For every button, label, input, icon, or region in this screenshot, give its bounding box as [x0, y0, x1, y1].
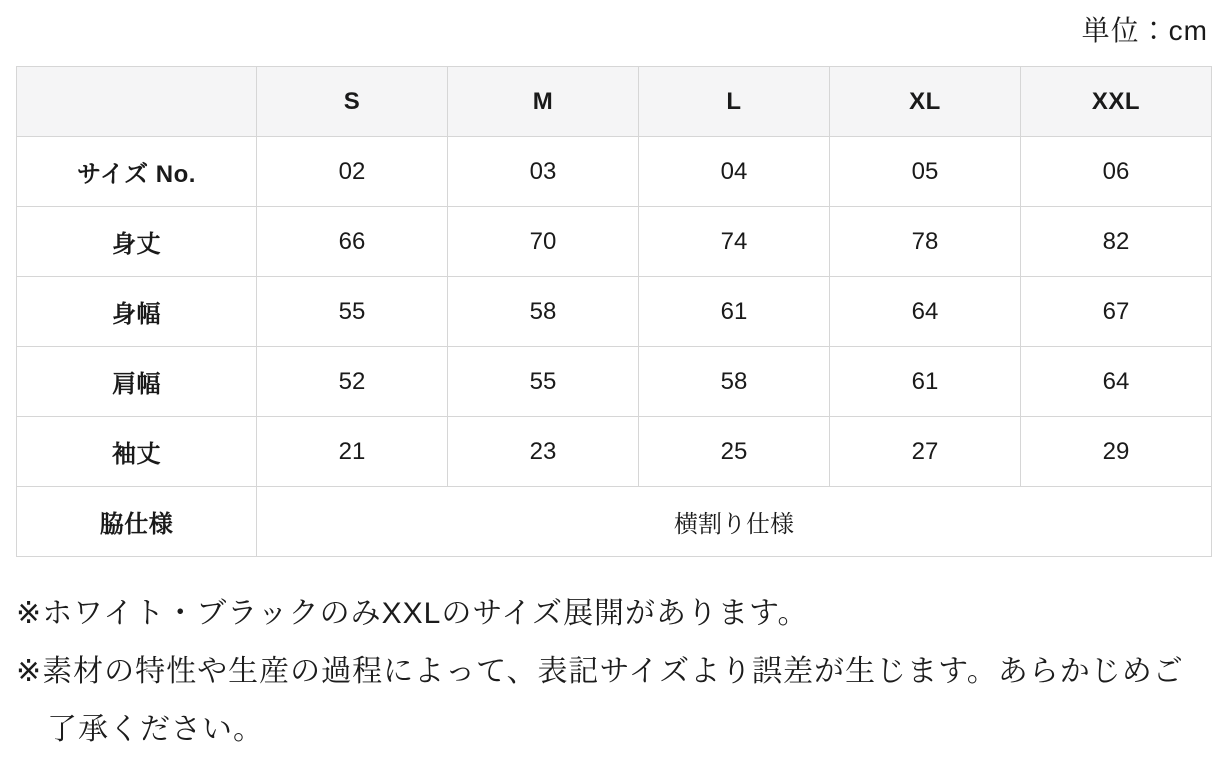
size-value: 61	[639, 277, 830, 347]
column-header-xl: XL	[830, 67, 1021, 137]
size-value: 64	[1021, 347, 1212, 417]
size-value: 55	[257, 277, 448, 347]
size-value: 74	[639, 207, 830, 277]
size-value: 64	[830, 277, 1021, 347]
size-value: 67	[1021, 277, 1212, 347]
size-value: 78	[830, 207, 1021, 277]
size-value: 55	[448, 347, 639, 417]
column-header-m: M	[448, 67, 639, 137]
row-label: 脇仕様	[17, 487, 257, 557]
size-value: 70	[448, 207, 639, 277]
size-value: 21	[257, 417, 448, 487]
row-label: サイズ No.	[17, 137, 257, 207]
size-value: 66	[257, 207, 448, 277]
size-value: 58	[448, 277, 639, 347]
table-row-body-width	[17, 277, 1212, 347]
size-value: 03	[448, 137, 639, 207]
size-value: 25	[639, 417, 830, 487]
footnote-size-tolerance: ※素材の特性や生産の過程によって、表記サイズより誤差が生じます。あらかじめご了承ください。	[16, 655, 1184, 746]
table-row-body-length	[17, 207, 1212, 277]
table-header-row	[17, 67, 1212, 137]
footnote-xxl-availability: ※ホワイト・ブラックのみXXLのサイズ展開があります。	[16, 597, 809, 630]
size-value: 58	[639, 347, 830, 417]
side-spec-value: 横割り仕様	[257, 487, 1212, 557]
unit-label: 単位：cm	[1081, 15, 1208, 46]
size-value: 61	[830, 347, 1021, 417]
size-value: 82	[1021, 207, 1212, 277]
row-label: 身幅	[17, 277, 257, 347]
table-row-size-no	[17, 137, 1212, 207]
row-label: 身丈	[17, 207, 257, 277]
size-value: 02	[257, 137, 448, 207]
column-header-empty	[17, 67, 257, 137]
size-value: 29	[1021, 417, 1212, 487]
size-value: 04	[639, 137, 830, 207]
size-value: 52	[257, 347, 448, 417]
table-row-side-spec	[17, 487, 1212, 557]
size-value: 06	[1021, 137, 1212, 207]
size-value: 05	[830, 137, 1021, 207]
size-chart-table	[16, 66, 1212, 557]
column-header-s: S	[257, 67, 448, 137]
size-value: 23	[448, 417, 639, 487]
column-header-l: L	[639, 67, 830, 137]
table-row-sleeve-length	[17, 417, 1212, 487]
row-label: 肩幅	[17, 347, 257, 417]
footnotes	[16, 585, 1212, 759]
row-label: 袖丈	[17, 417, 257, 487]
size-value: 27	[830, 417, 1021, 487]
table-row-shoulder-width	[17, 347, 1212, 417]
column-header-xxl: XXL	[1021, 67, 1212, 137]
